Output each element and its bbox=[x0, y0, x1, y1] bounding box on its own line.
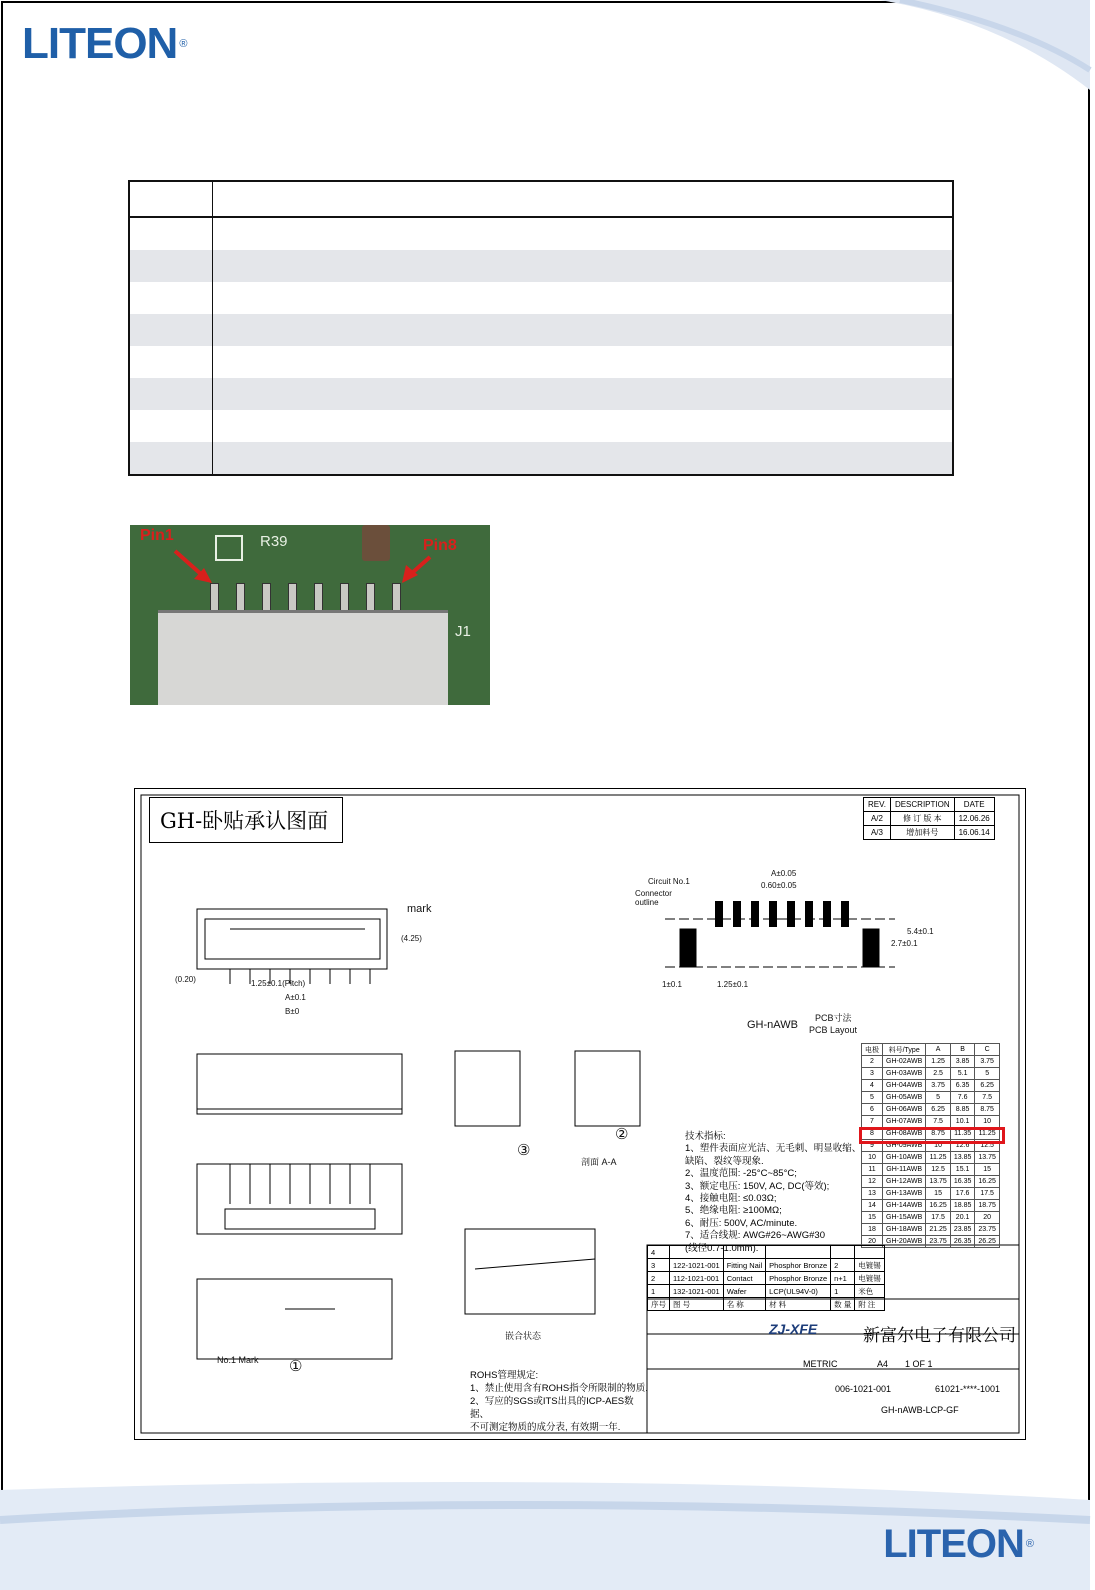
size-table bbox=[861, 1043, 1000, 1248]
bom-table bbox=[647, 1245, 885, 1311]
brand-name-footer: LITEON bbox=[883, 1522, 1024, 1566]
dim-1-label: 1±0.1 bbox=[662, 980, 682, 989]
pcb-layout-top: PCB寸法 bbox=[815, 1013, 852, 1023]
callout-1: ① bbox=[289, 1358, 303, 1375]
dim-125-label: 1.25±0.1 bbox=[717, 980, 749, 989]
brand-logo-bottom bbox=[883, 1524, 1033, 1564]
pin-table-header-2 bbox=[213, 181, 954, 217]
table-row: 3 GH-03AWB 2.5 5.1 5 bbox=[862, 1068, 1000, 1080]
table-row: 电极 料号/Type A B C bbox=[862, 1044, 1000, 1056]
connector-photo bbox=[130, 525, 490, 705]
units: METRIC bbox=[803, 1359, 838, 1369]
pcb-layout-bottom: PCB Layout bbox=[809, 1025, 858, 1035]
table-row: 14 GH-14AWB 16.25 18.85 18.75 bbox=[862, 1200, 1000, 1212]
drawing-number: 006-1021-001 bbox=[835, 1384, 892, 1394]
connector-housing bbox=[158, 610, 448, 705]
a-dim-label: A±0.05 bbox=[771, 869, 797, 878]
table-row bbox=[129, 314, 953, 346]
no1-mark-label: No.1 Mark bbox=[217, 1355, 259, 1365]
table-row bbox=[129, 250, 953, 282]
table-row bbox=[129, 217, 953, 250]
dim-020-label: (0.20) bbox=[175, 975, 196, 984]
sheet-count: 1 OF 1 bbox=[905, 1359, 933, 1369]
pin8-label: Pin8 bbox=[423, 537, 457, 554]
registered-mark-footer: ® bbox=[1025, 1538, 1033, 1550]
table-row: 18 GH-18AWB 21.25 23.85 23.75 bbox=[862, 1224, 1000, 1236]
pcb-layout-left: GH-nAWB bbox=[747, 1019, 798, 1031]
section-label: 剖面 A-A bbox=[581, 1157, 617, 1167]
dim-425-label: (4.25) bbox=[401, 934, 422, 943]
table-row bbox=[129, 282, 953, 314]
table-row: 1 132-1021-001 Wafer LCP(UL94V-0) 1 米色 bbox=[648, 1285, 885, 1298]
product-name: GH-nAWB-LCP-GF bbox=[881, 1405, 959, 1415]
pitch-dim-label: 0.60±0.05 bbox=[761, 881, 797, 890]
table-row: 6 GH-06AWB 6.25 8.85 8.75 bbox=[862, 1104, 1000, 1116]
circuit-no1-label: Circuit No.1 bbox=[648, 877, 690, 886]
table-row bbox=[129, 410, 953, 442]
drawing-title: GH-卧贴承认图面 bbox=[149, 797, 343, 843]
table-row: 2 112-1021-001 Contact Phosphor Bronze n+1 电镀锡 bbox=[648, 1272, 885, 1285]
revision-table bbox=[863, 797, 995, 840]
dim-27-label: 2.7±0.1 bbox=[891, 939, 918, 948]
registered-mark: ® bbox=[179, 38, 187, 50]
table-row: 序号 图 号 名 称 材 料 数 量 附 注 bbox=[648, 1298, 885, 1311]
brand-name: LITEON bbox=[22, 19, 178, 68]
table-row: 4 bbox=[648, 1246, 885, 1259]
dim-pitch-label: 1.25±0.1(Pitch) bbox=[251, 979, 306, 988]
table-row bbox=[129, 442, 953, 475]
table-row: 9 GH-09AWB 10 12.6 12.5 bbox=[862, 1140, 1000, 1152]
highlight-8-pin-row bbox=[859, 1127, 1005, 1144]
table-row: 2 GH-02AWB 1.25 3.85 3.75 bbox=[862, 1056, 1000, 1068]
mated-label: 嵌合状态 bbox=[505, 1331, 542, 1341]
pin-table bbox=[128, 180, 954, 476]
rohs-notes: ROHS管理规定: 1、禁止使用含有ROHS指令所限制的物质. 2、写应的SGS或ITS出具的ICP-AES数据、 不可测定物质的成分表, 有效期一年. bbox=[470, 1370, 648, 1433]
table-row: 20 GH-20AWB 23.75 26.35 26.25 bbox=[862, 1236, 1000, 1248]
dim-a-label: A±0.1 bbox=[285, 993, 306, 1002]
technical-notes: 技术指标: 1、塑件表面应光洁、无毛刺、明显收缩、 缺陷、裂纹等现象. 2、温度范围: -25°C~85°C; 3、额定电压: 150V, AC, DC(等效); 4、接触电阻: ≤0.03Ω; 5、绝缘电阻: ≥100MΩ; 6、耐压: 500V, AC/minute. 7、适合线规: AWG#26~AWG#30 (线径0.7-1.0mm). bbox=[685, 1131, 862, 1254]
table-row: 10 GH-10AWB 11.25 13.85 13.75 bbox=[862, 1152, 1000, 1164]
table-row: A/2 修 订 版 本 12.06.26 bbox=[864, 812, 995, 826]
table-row: 11 GH-11AWB 12.5 15.1 15 bbox=[862, 1164, 1000, 1176]
mark-label: mark bbox=[407, 903, 432, 915]
company-name: 新富尔电子有限公司 bbox=[863, 1326, 1016, 1346]
table-row: 3 122-1021-001 Fitting Nail Phosphor Bronze 2 电镀锡 bbox=[648, 1259, 885, 1272]
table-row: 5 GH-05AWB 5 7.6 7.5 bbox=[862, 1092, 1000, 1104]
table-row: 4 GH-04AWB 3.75 6.35 6.25 bbox=[862, 1080, 1000, 1092]
dim-54-label: 5.4±0.1 bbox=[907, 927, 934, 936]
callout-2: ② bbox=[615, 1126, 629, 1143]
pin1-label: Pin1 bbox=[140, 527, 174, 544]
table-row: A/3 增加料号 16.06.14 bbox=[864, 826, 995, 840]
connector-outline-label: Connector outline bbox=[635, 889, 672, 907]
table-row: 7 GH-07AWB 7.5 10.1 10 bbox=[862, 1116, 1000, 1128]
sheet-size: A4 bbox=[877, 1359, 889, 1369]
callout-3: ③ bbox=[517, 1142, 531, 1159]
table-row bbox=[129, 346, 953, 378]
pin-table-header-1 bbox=[129, 181, 213, 217]
table-row: 13 GH-13AWB 15 17.6 17.5 bbox=[862, 1188, 1000, 1200]
table-row: 12 GH-12AWB 13.75 16.35 16.25 bbox=[862, 1176, 1000, 1188]
r39-label: R39 bbox=[260, 533, 288, 550]
table-row: REV. DESCRIPTION DATE bbox=[864, 798, 995, 812]
part-number: 61021-****-1001 bbox=[935, 1384, 1001, 1394]
company-logo: ZJ-XFE bbox=[769, 1321, 818, 1337]
brand-logo-top bbox=[22, 19, 187, 68]
table-row bbox=[129, 378, 953, 410]
table-row: 8 GH-08AWB 8.75 11.35 11.25 bbox=[862, 1128, 1000, 1140]
table-row: 15 GH-15AWB 17.5 20.1 20 bbox=[862, 1212, 1000, 1224]
engineering-drawing bbox=[134, 788, 1026, 1440]
j1-label: J1 bbox=[455, 623, 471, 640]
dim-b-label: B±0 bbox=[285, 1007, 300, 1016]
